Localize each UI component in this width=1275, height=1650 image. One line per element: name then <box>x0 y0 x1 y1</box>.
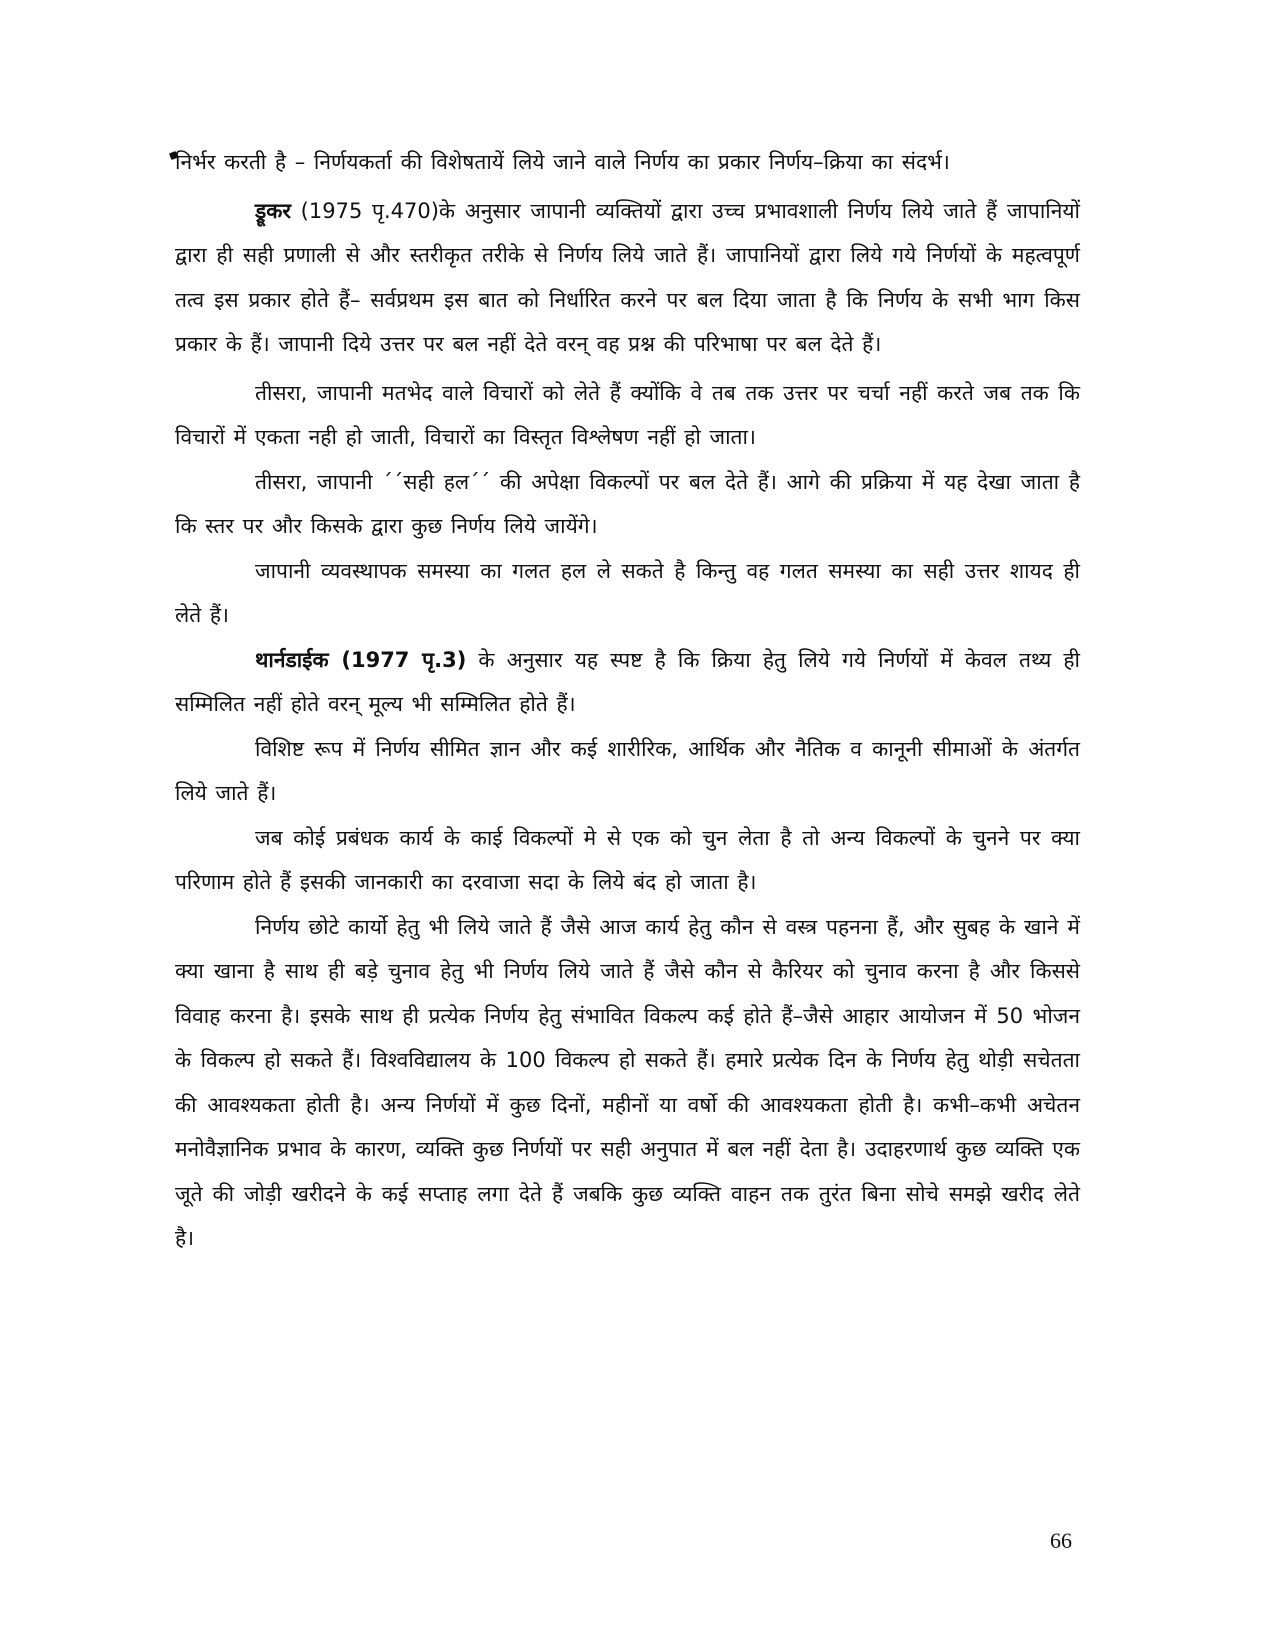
paragraph-6 <box>175 638 1080 727</box>
paragraph-1 <box>175 140 1080 185</box>
paragraph-8 <box>175 816 1080 905</box>
paragraph-1-text: निर्भर करती है – निर्णयकर्ता की विशेषतायें लिये जाने वाले निर्णय का प्रकार निर्णय–क्रिया का संदर्भ। <box>175 150 950 174</box>
paragraph-9-text: निर्णय छोटे कार्यो हेतु भी लिये जाते हैं जैसे आज कार्य हेतु कौन से वस्त्र पहनना हैं, और सुबह के खाने में क्या खाना है साथ ही बड़े चुनाव हेतु भी निर्णय लिये जाते हैं जैसे कौन से कैरियर को चुनाव करना है और किससे विवाह करना है। इसके साथ ही प्रत्येक निर्णय हेतु संभावित विकल्प कई होते हैं–जैसे आहार आयोजन में 50 भोजन के विकल्प हो सकते हैं। विश्वविद्यालय के 100 विकल्प हो सकते हैं। हमारे प्रत्येक दिन के निर्णय हेतु थोड़ी सचेतता की आवश्यकता होती है। अन्य निर्णयों में कुछ दिनों, महीनों या वर्षो की आवश्यकता होती है। कभी–कभी अचेतन मनोवैज्ञानिक प्रभाव के कारण, व्यक्ति कुछ निर्णयों पर सही अनुपात में बल नहीं देता है। उदाहरणार्थ कुछ व्यक्ति एक जूते की जोड़ी खरीदने के कई सप्ताह लगा देते हैं जबकि कुछ व्यक्ति वाहन तक तुरंत बिना सोचे समझे खरीद लेते है। <box>175 914 1080 1250</box>
page-number: 66 <box>1050 1528 1072 1553</box>
paragraph-6-lead: थार्नडाईक (1977 पृ.3) <box>255 647 467 672</box>
paragraph-2-lead: ड्रूकर <box>255 198 291 223</box>
paragraph-8-text: जब कोई प्रबंधक कार्य के काई विकल्पों मे से एक को चुन लेता है तो अन्य विकल्पों के चुनने पर क्या परिणाम होते हैं इसकी जानकारी का दरवाजा सदा के लिये बंद हो जाता है। <box>175 825 1080 894</box>
paragraph-6-text: के अनुसार यह स्पष्ट है कि क्रिया हेतु लिये गये निर्णयों में केवल तथ्य ही सम्मिलित नहीं होते वरन् मूल्य भी सम्मिलित होते हैं। <box>175 647 1080 716</box>
paragraph-5 <box>175 549 1080 638</box>
paragraph-4-text: तीसरा, जापानी ´´सही हल´´ की अपेक्षा विकल्पों पर बल देते हैं। आगे की प्रक्रिया में यह देखा जाता है कि स्तर पर और किसके द्वारा कुछ निर्णय लिये जायेंगे। <box>175 469 1080 538</box>
paragraph-7-text: विशिष्ट रूप में निर्णय सीमित ज्ञान और कई शारीरिक, आर्थिक और नैतिक व कानूनी सीमाओं के अंतर्गत लिये जाते हैं। <box>175 736 1080 805</box>
paragraph-9 <box>175 905 1080 1261</box>
paragraph-2 <box>175 189 1080 367</box>
paragraph-7 <box>175 727 1080 816</box>
paragraph-3 <box>175 371 1080 460</box>
paragraph-4 <box>175 460 1080 549</box>
paragraph-2-text: (1975 पृ.470)के अनुसार जापानी व्यक्तियों द्वारा उच्च प्रभावशाली निर्णय लिये जाते हैं जापानियों द्वारा ही सही प्रणाली से और स्तरीकृत तरीके से निर्णय लिये जाते हैं। जापानियों द्वारा लिये गये निर्णयों के महत्वपूर्ण तत्व इस प्रकार होते हैं– सर्वप्रथम इस बात को निर्धारित करने पर बल दिया जाता है कि निर्णय के सभी भाग किस प्रकार के हैं। जापानी दिये उत्तर पर बल नहीं देते वरन् वह प्रश्न की परिभाषा पर बल देते हैं। <box>175 198 1080 356</box>
paragraph-3-text: तीसरा, जापानी मतभेद वाले विचारों को लेते हैं क्योंकि वे तब तक उत्तर पर चर्चा नहीं करते जब तक कि विचारों में एकता नही हो जाती, विचारों का विस्तृत विश्लेषण नहीं हो जाता। <box>175 380 1080 449</box>
document-body <box>175 140 1080 1261</box>
paragraph-5-text: जापानी व्यवस्थापक समस्या का गलत हल ले सकते है किन्तु वह गलत समस्या का सही उत्तर शायद ही लेते हैं। <box>175 558 1080 627</box>
